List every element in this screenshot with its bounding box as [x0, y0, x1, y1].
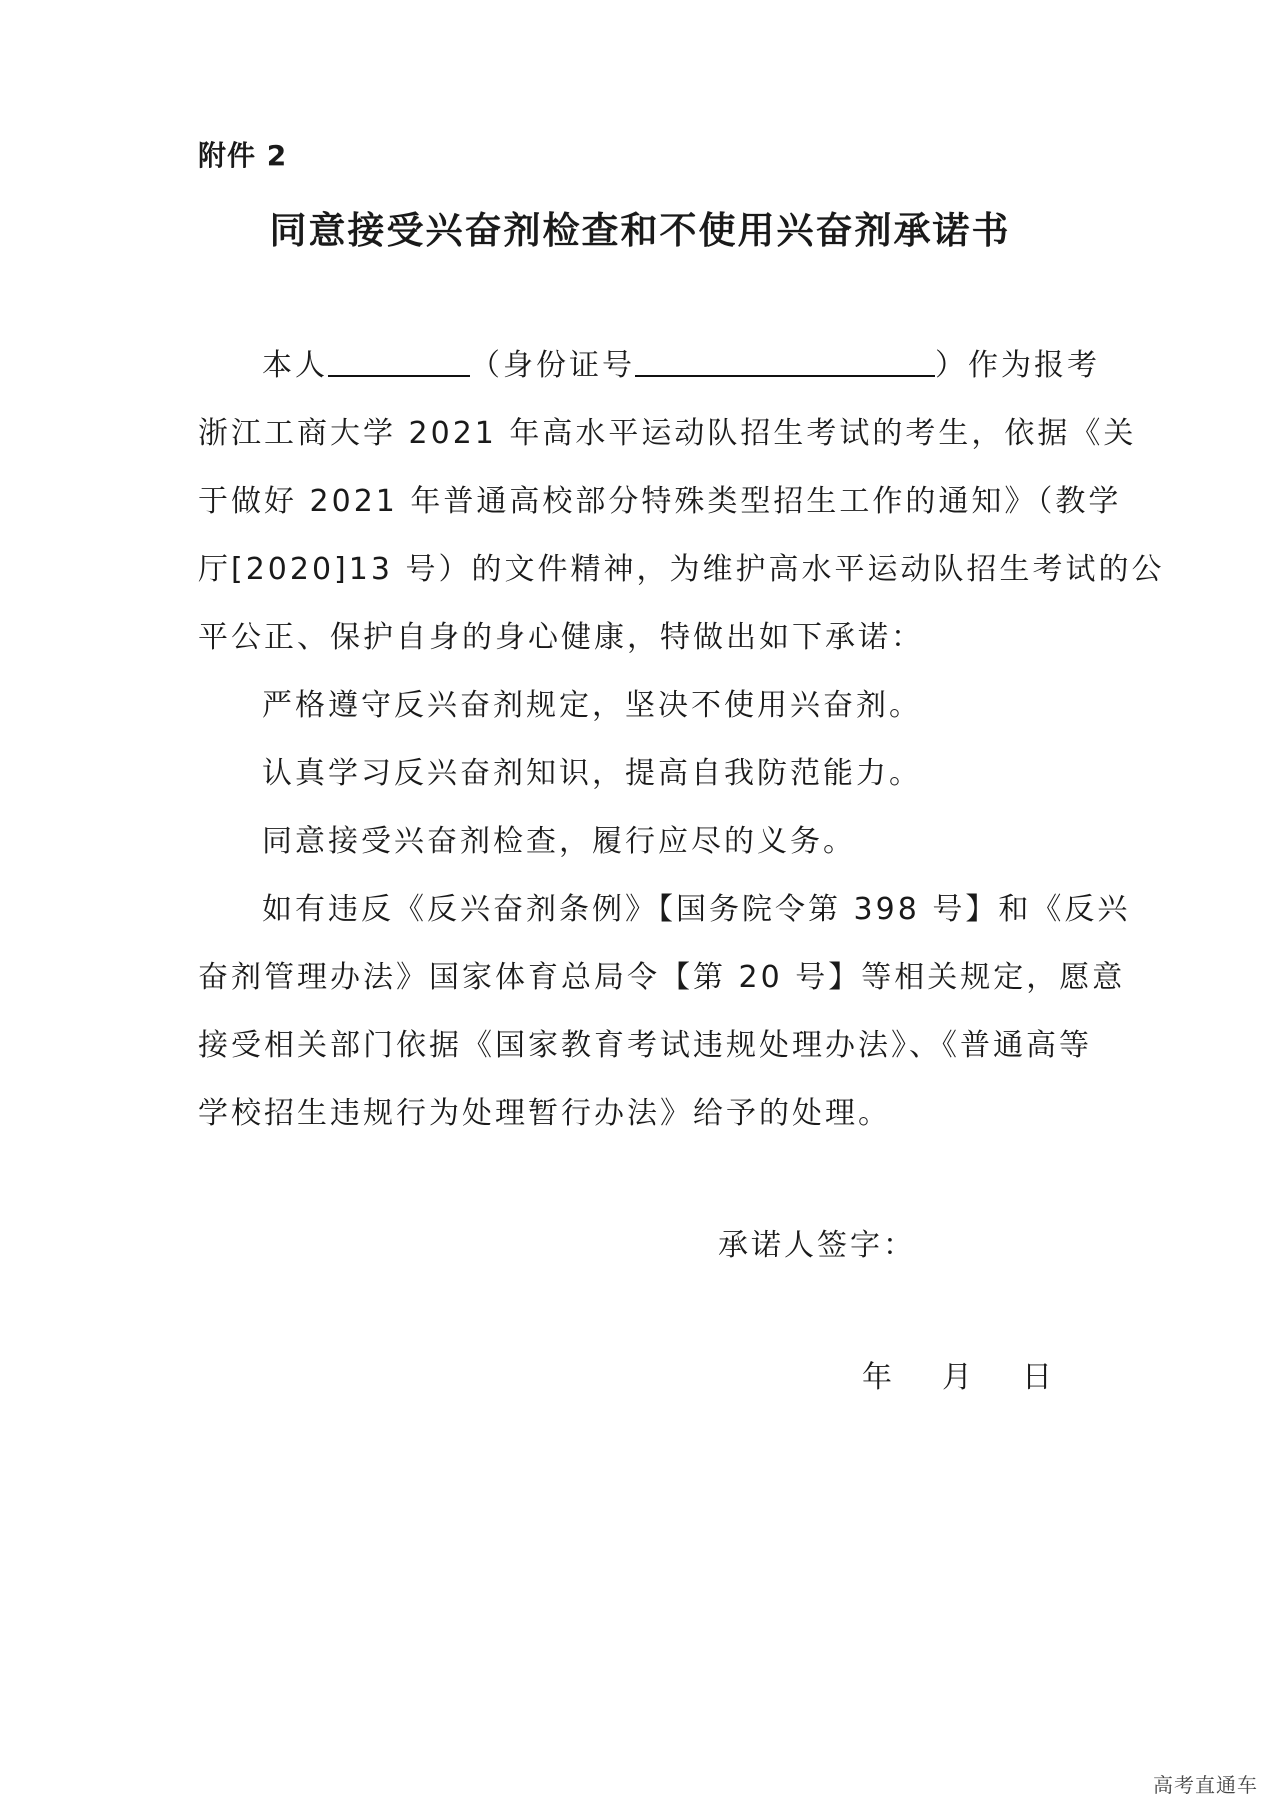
- date-row: [862, 1352, 1052, 1396]
- commitment-item: 认真学习反兴奋剂知识，提高自我防范能力。: [262, 756, 922, 791]
- date-day-label: 日: [1022, 1360, 1052, 1395]
- paragraph-line: [198, 332, 1098, 400]
- name-blank-field: [328, 337, 470, 377]
- paragraph-line: 浙江工商大学 2021 年高水平运动队招生考试的考生，依据《关: [198, 416, 1137, 451]
- signature-label: 承诺人签字：: [718, 1228, 916, 1263]
- violation-line: 奋剂管理办法》国家体育总局令【第 20 号】等相关规定，愿意: [198, 960, 1126, 995]
- date-year-label: 年: [862, 1360, 892, 1395]
- commitment-item: 严格遵守反兴奋剂规定，坚决不使用兴奋剂。: [262, 688, 922, 723]
- id-number-label: （身份证号: [470, 348, 635, 383]
- attachment-label: 附件 2: [198, 139, 288, 172]
- document-title: 同意接受兴奋剂检查和不使用兴奋剂承诺书: [269, 209, 1011, 252]
- self-label: 本人: [262, 348, 328, 383]
- violation-line: 接受相关部门依据《国家教育考试违规处理办法》、《普通高等: [198, 1028, 1092, 1063]
- date-month-label: 月: [942, 1360, 972, 1395]
- applicant-text: ）作为报考: [935, 348, 1100, 383]
- watermark: 高考直通车: [1153, 1773, 1258, 1797]
- document-body: [198, 332, 1165, 1148]
- id-number-blank-field: [635, 337, 935, 377]
- commitment-item: 同意接受兴奋剂检查，履行应尽的义务。: [262, 824, 856, 859]
- paragraph-line: 平公正、保护自身的身心健康，特做出如下承诺：: [198, 620, 924, 655]
- paragraph-line: 于做好 2021 年普通高校部分特殊类型招生工作的通知》（教学: [198, 484, 1122, 519]
- violation-line: 学校招生违规行为处理暂行办法》给予的处理。: [198, 1096, 891, 1131]
- violation-line: 如有违反《反兴奋剂条例》【国务院令第 398 号】和《反兴: [262, 892, 1131, 927]
- paragraph-line: 厅[2020]13 号）的文件精神，为维护高水平运动队招生考试的公: [198, 552, 1165, 587]
